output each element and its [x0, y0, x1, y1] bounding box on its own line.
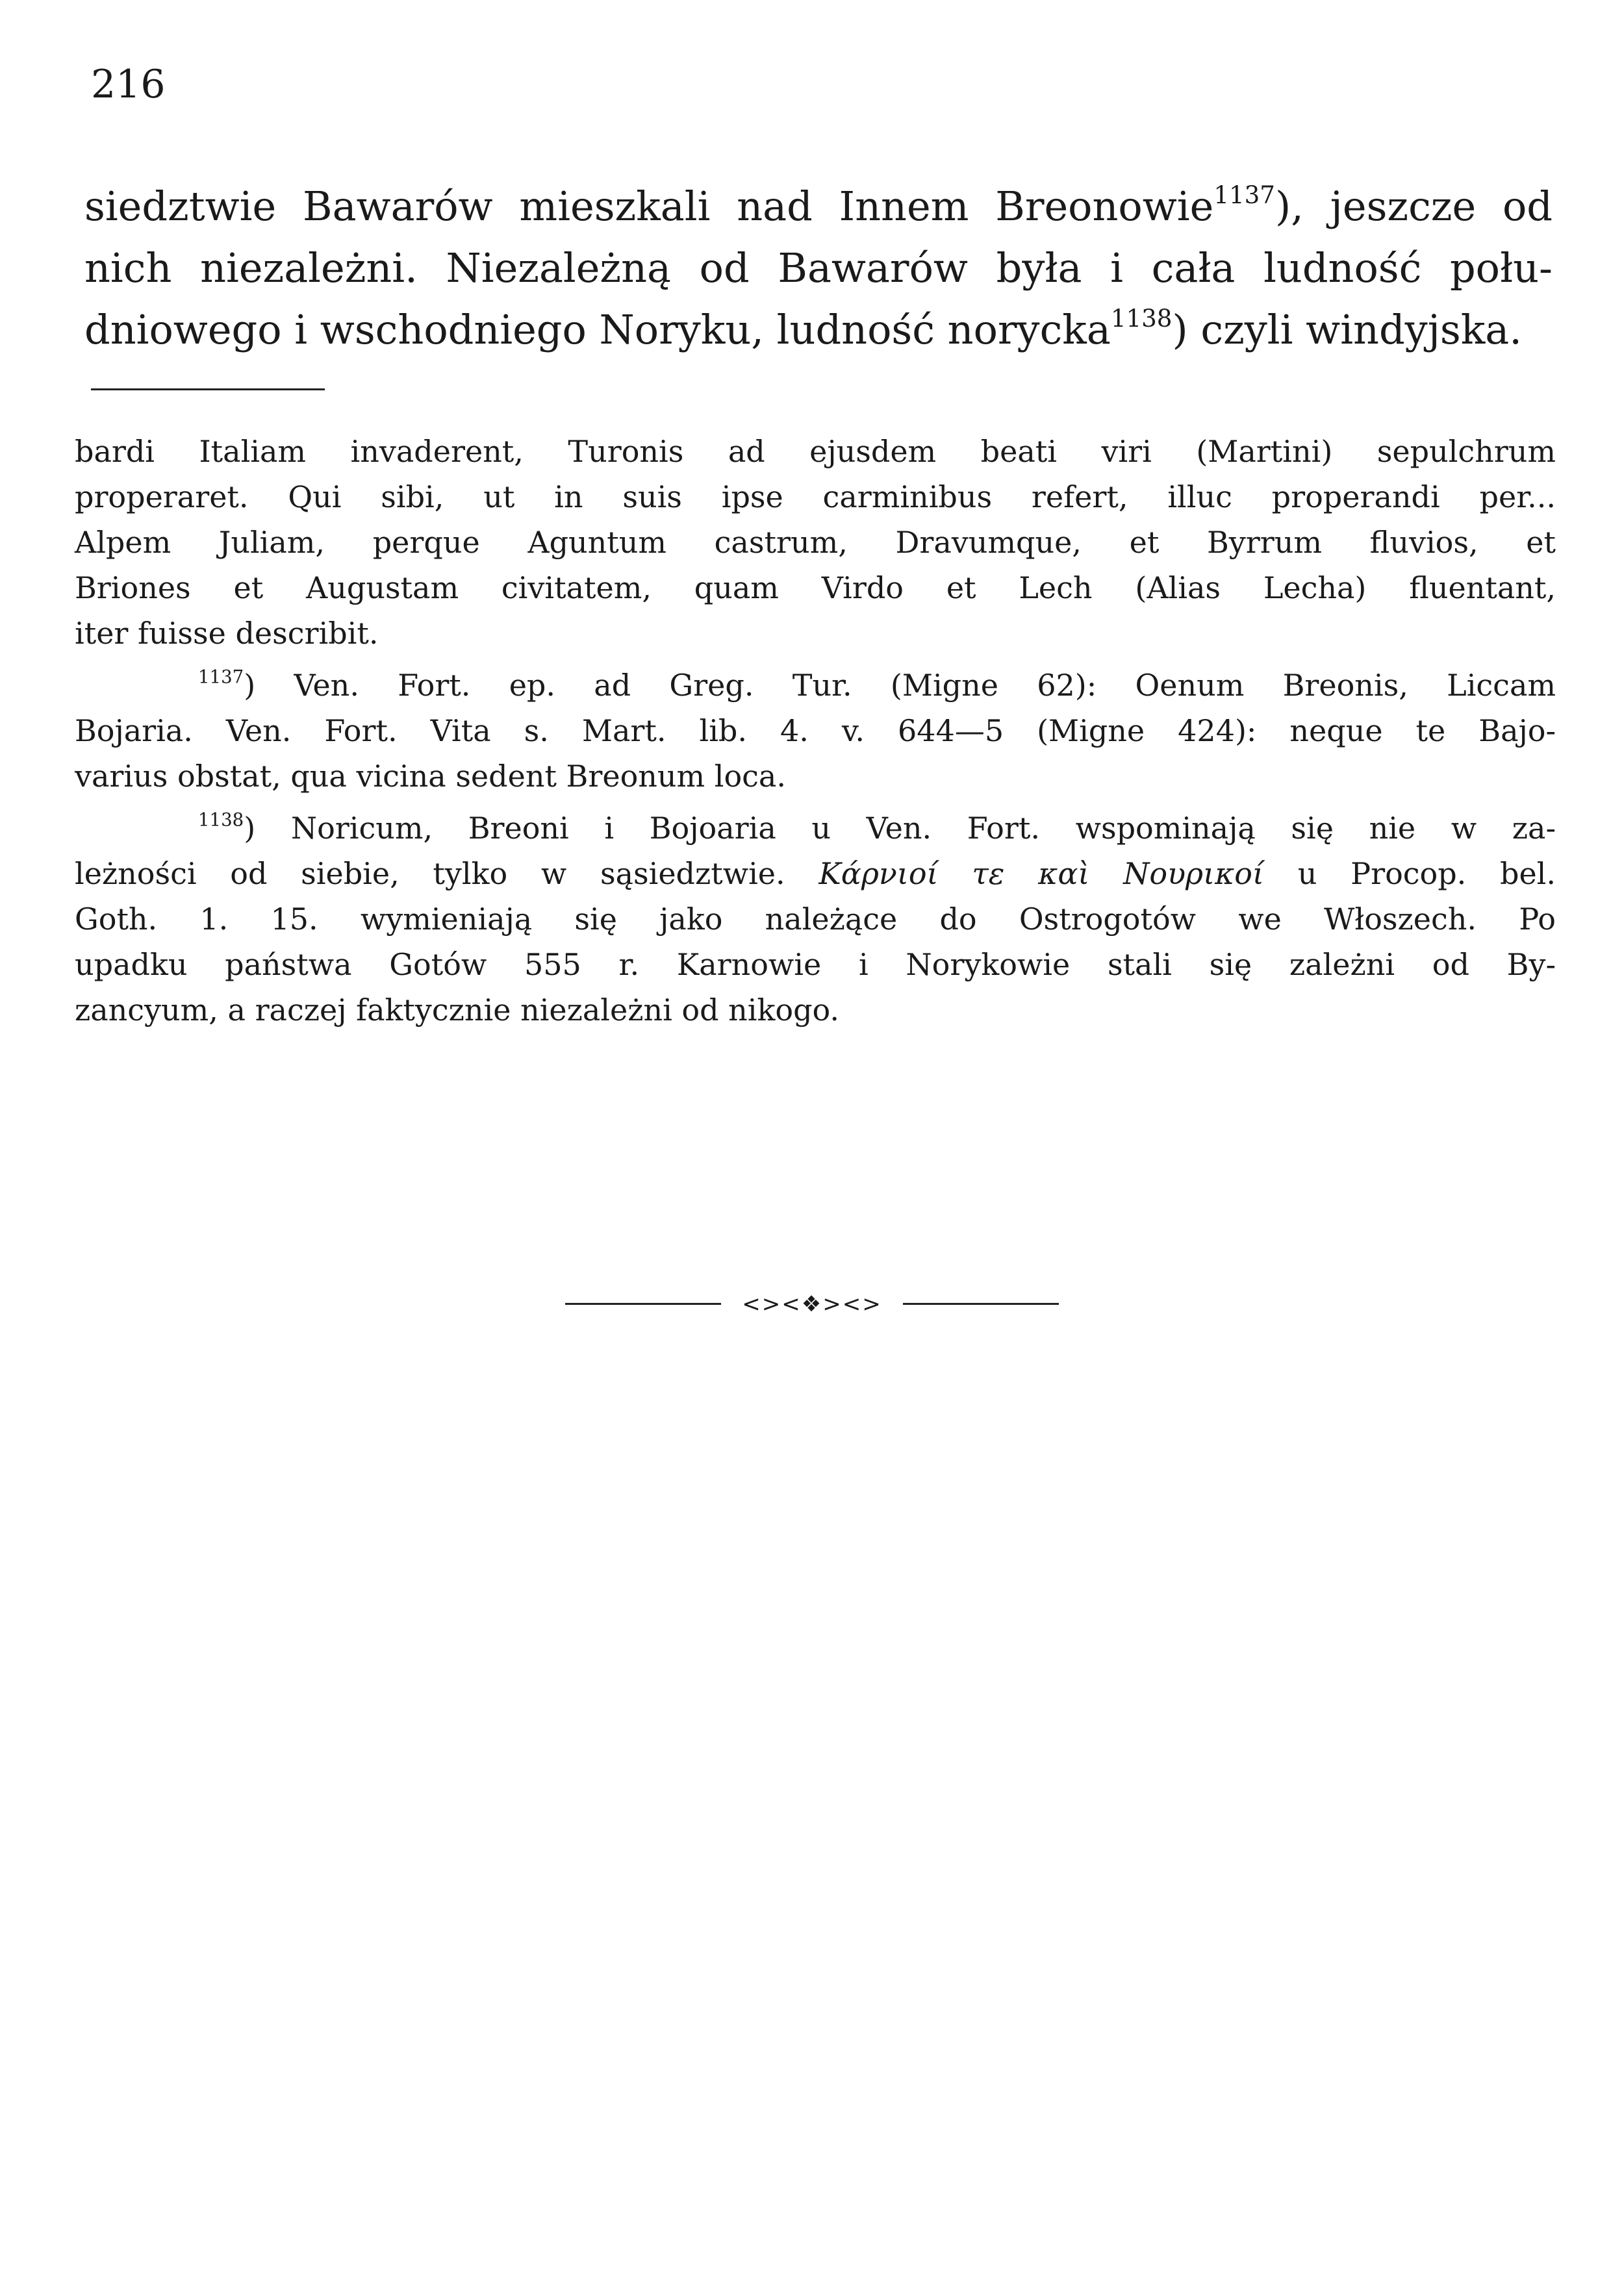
page-number: 216: [91, 62, 166, 107]
note-continued-line-4: Briones et Augustam civitatem, quam Virdo et Lech (Alias Lecha) fluentant,: [75, 570, 1556, 605]
note-continued-line-1: bardi Italiam invaderent, Turonis ad ejusdem beati viri (Martini) sepulchrum: [75, 434, 1556, 469]
main-line-1-text: siedztwie Bawarów mieszkali nad Innem Breonowie: [84, 183, 1214, 230]
note-1137-line-1-text: ) Ven. Fort. ep. ad Greg. Tur. (Migne 62): Oenum Breonis, Liccam: [244, 668, 1556, 703]
main-line-3: [84, 299, 1553, 360]
ornament-line-right: [903, 1303, 1059, 1305]
footnote-number-1138: 1138: [198, 809, 244, 831]
note-1137-line-1: [75, 662, 1556, 708]
note-1138-line-3: Goth. 1. 15. wymieniają się jako należące do Ostrogotów we Włoszech. Po: [75, 902, 1556, 937]
footnote-ref-1137: 1137: [1213, 180, 1275, 209]
greek-phrase: Κάρνιοί τε καὶ Νουρικοί: [818, 856, 1265, 891]
note-1138-line-4: upadku państwa Gotów 555 r. Karnowie i Norykowie stali się zależni od By-: [75, 947, 1556, 982]
footnotes: [75, 429, 1556, 1033]
note-1138-line-2-text: leżności od siebie, tylko w sąsiedztwie.: [75, 856, 785, 891]
footnote-continued: [75, 429, 1556, 656]
footnote-number-1137: 1137: [198, 666, 244, 688]
main-line-3-text: dniowego i wschodniego Noryku, ludność norycka: [84, 306, 1111, 353]
footnote-ref-1138: 1138: [1110, 303, 1173, 333]
footnote-separator-rule: [91, 388, 325, 390]
note-continued-line-2: properaret. Qui sibi, ut in suis ipse carminibus refert, illuc properandi per...: [75, 479, 1556, 514]
note-continued-line-3: Alpem Juliam, perque Aguntum castrum, Dravumque, et Byrrum fluvios, et: [75, 525, 1556, 560]
main-line-3-text-b: ) czyli windyjska.: [1172, 306, 1522, 353]
main-paragraph: [84, 175, 1553, 360]
note-1138-line-1: [75, 805, 1556, 851]
note-1137-line-2: Bojaria. Ven. Fort. Vita s. Mart. lib. 4. v. 644—5 (Migne 424): neque te Bajo-: [75, 713, 1556, 748]
footnote-1138: [75, 805, 1556, 1033]
note-1138-line-5: zancyum, a raczej faktycznie niezależni od nikogo.: [75, 992, 840, 1028]
note-1138-line-1-text: ) Noricum, Breoni i Bojoaria u Ven. Fort. wspominają się nie w za-: [244, 811, 1556, 846]
footnote-1137: [75, 662, 1556, 799]
main-line-1: [84, 175, 1553, 237]
note-1137-line-3: varius obstat, qua vicina sedent Breonum loca.: [75, 759, 786, 794]
main-line-1-text-b: ), jeszcze od: [1275, 183, 1553, 230]
floral-rule-ornament-icon: [565, 1291, 1059, 1317]
note-continued-line-5: iter fuisse describit.: [75, 616, 379, 651]
main-line-2: nich niezależni. Niezależną od Bawarów była i cała ludność połu-: [84, 244, 1553, 292]
ornament-line-left: [565, 1303, 721, 1305]
note-1138-line-2-text-b: u Procop. bel.: [1297, 856, 1556, 891]
note-1138-line-2: [75, 851, 1556, 896]
ornament-glyph: <><❖><>: [742, 1291, 882, 1317]
